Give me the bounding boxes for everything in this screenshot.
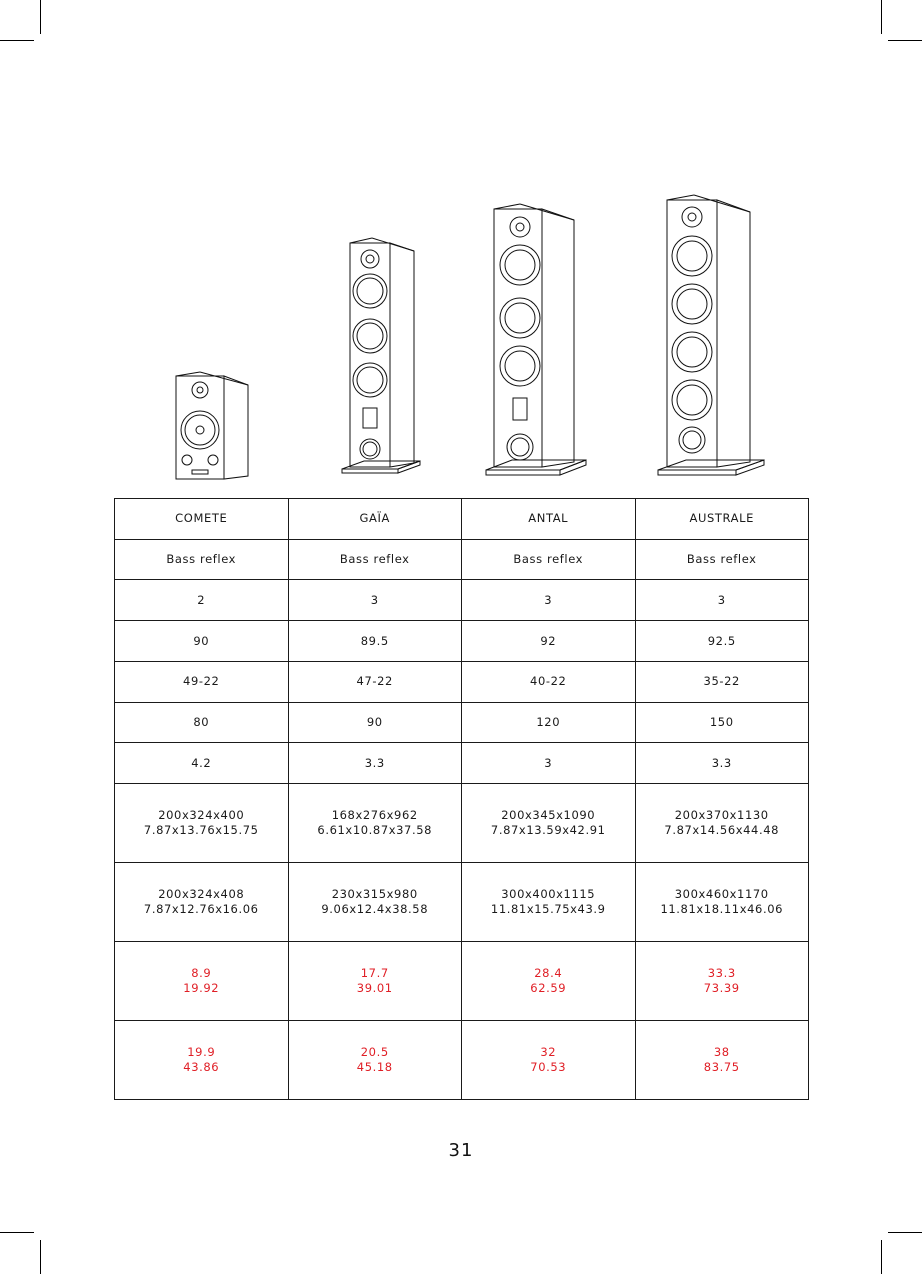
table-row-power	[115, 702, 809, 743]
dims-in: 7.87x13.76x15.75	[143, 823, 259, 838]
dims-packed-in: 7.87x12.76x16.06	[143, 902, 259, 917]
table-cell: Bass reflex	[635, 539, 809, 580]
australe-speaker-drawing	[658, 195, 764, 475]
table-cell	[635, 863, 809, 942]
table-cell: 120	[462, 702, 636, 743]
table-cell	[288, 784, 462, 863]
table-row-weight-packed	[115, 1020, 809, 1099]
table-cell: 92	[462, 621, 636, 662]
dims-packed-mm: 230x315x980	[331, 887, 418, 902]
weight-packed-lb: 83.75	[703, 1059, 740, 1074]
table-row-dimensions-packed	[115, 863, 809, 942]
weight-packed-lb: 43.86	[183, 1059, 220, 1074]
weight-kg: 8.9	[191, 965, 212, 980]
specifications-table	[114, 498, 809, 1100]
table-cell	[115, 1020, 289, 1099]
gaia-speaker-drawing	[342, 238, 420, 473]
table-cell	[115, 863, 289, 942]
table-cell	[635, 1020, 809, 1099]
table-row-ways	[115, 580, 809, 621]
table-row-dimensions	[115, 784, 809, 863]
weight-lb: 39.01	[356, 980, 393, 995]
table-cell: 92.5	[635, 621, 809, 662]
weight-packed-kg: 32	[540, 1044, 557, 1059]
table-cell: 40-22	[462, 661, 636, 702]
weight-packed-kg: 19.9	[187, 1044, 216, 1059]
dims-in: 7.87x14.56x44.48	[664, 823, 780, 838]
table-cell: 47-22	[288, 661, 462, 702]
weight-lb: 19.92	[183, 980, 220, 995]
crop-mark	[881, 1240, 882, 1274]
table-cell: 89.5	[288, 621, 462, 662]
table-cell: 3.3	[288, 743, 462, 784]
dims-in: 6.61x10.87x37.58	[317, 823, 433, 838]
table-cell: 80	[115, 702, 289, 743]
table-cell: 3	[462, 580, 636, 621]
table-cell: Bass reflex	[462, 539, 636, 580]
table-cell: 90	[115, 621, 289, 662]
weight-lb: 73.39	[703, 980, 740, 995]
weight-lb: 62.59	[530, 980, 567, 995]
crop-mark	[888, 1232, 922, 1233]
table-cell	[635, 784, 809, 863]
table-cell: 35-22	[635, 661, 809, 702]
table-cell	[462, 1020, 636, 1099]
dims-packed-in: 11.81x15.75x43.9	[490, 902, 606, 917]
name-australe: AUSTRALE	[635, 499, 809, 540]
table-cell	[462, 863, 636, 942]
dims-mm: 200x370x1130	[674, 808, 769, 823]
weight-packed-lb: 70.53	[530, 1059, 567, 1074]
table-cell	[115, 942, 289, 1021]
dims-mm: 200x345x1090	[501, 808, 596, 823]
weight-kg: 33.3	[707, 965, 736, 980]
name-comete: COMETE	[115, 499, 289, 540]
weight-kg: 28.4	[534, 965, 563, 980]
dims-packed-mm: 200x324x408	[158, 887, 245, 902]
table-cell: Bass reflex	[288, 539, 462, 580]
table-cell: 3	[462, 743, 636, 784]
speaker-illustrations	[0, 0, 922, 498]
crop-mark	[40, 1240, 41, 1274]
table-cell	[462, 784, 636, 863]
table-row-type	[115, 539, 809, 580]
table-cell: 49-22	[115, 661, 289, 702]
table-cell: 2	[115, 580, 289, 621]
dims-packed-in: 11.81x18.11x46.06	[660, 902, 784, 917]
table-cell	[462, 942, 636, 1021]
table-row-bandwidth	[115, 661, 809, 702]
weight-kg: 17.7	[360, 965, 389, 980]
weight-packed-kg: 20.5	[360, 1044, 389, 1059]
dims-mm: 200x324x400	[158, 808, 245, 823]
table-cell: 3.3	[635, 743, 809, 784]
table-cell	[288, 1020, 462, 1099]
dims-mm: 168x276x962	[331, 808, 418, 823]
table-row-name	[115, 499, 809, 540]
name-antal: ANTAL	[462, 499, 636, 540]
table-cell	[288, 942, 462, 1021]
table-cell: 3	[288, 580, 462, 621]
antal-speaker-drawing	[486, 204, 586, 475]
name-gaia: GAÏA	[288, 499, 462, 540]
table-cell: 150	[635, 702, 809, 743]
table-row-weight	[115, 942, 809, 1021]
dims-packed-mm: 300x460x1170	[674, 887, 769, 902]
table-cell: 90	[288, 702, 462, 743]
table-row-sensitivity	[115, 621, 809, 662]
page-number: 31	[448, 1140, 474, 1161]
dims-in: 7.87x13.59x42.91	[490, 823, 606, 838]
crop-mark	[0, 1232, 34, 1233]
table-cell	[288, 863, 462, 942]
table-cell: 4.2	[115, 743, 289, 784]
dims-packed-mm: 300x400x1115	[501, 887, 596, 902]
table-cell: 3	[635, 580, 809, 621]
table-cell	[635, 942, 809, 1021]
table-row-impedance	[115, 743, 809, 784]
weight-packed-kg: 38	[713, 1044, 730, 1059]
comete-speaker-drawing	[176, 372, 248, 479]
table-cell: Bass reflex	[115, 539, 289, 580]
weight-packed-lb: 45.18	[356, 1059, 393, 1074]
dims-packed-in: 9.06x12.4x38.58	[321, 902, 429, 917]
table-cell	[115, 784, 289, 863]
